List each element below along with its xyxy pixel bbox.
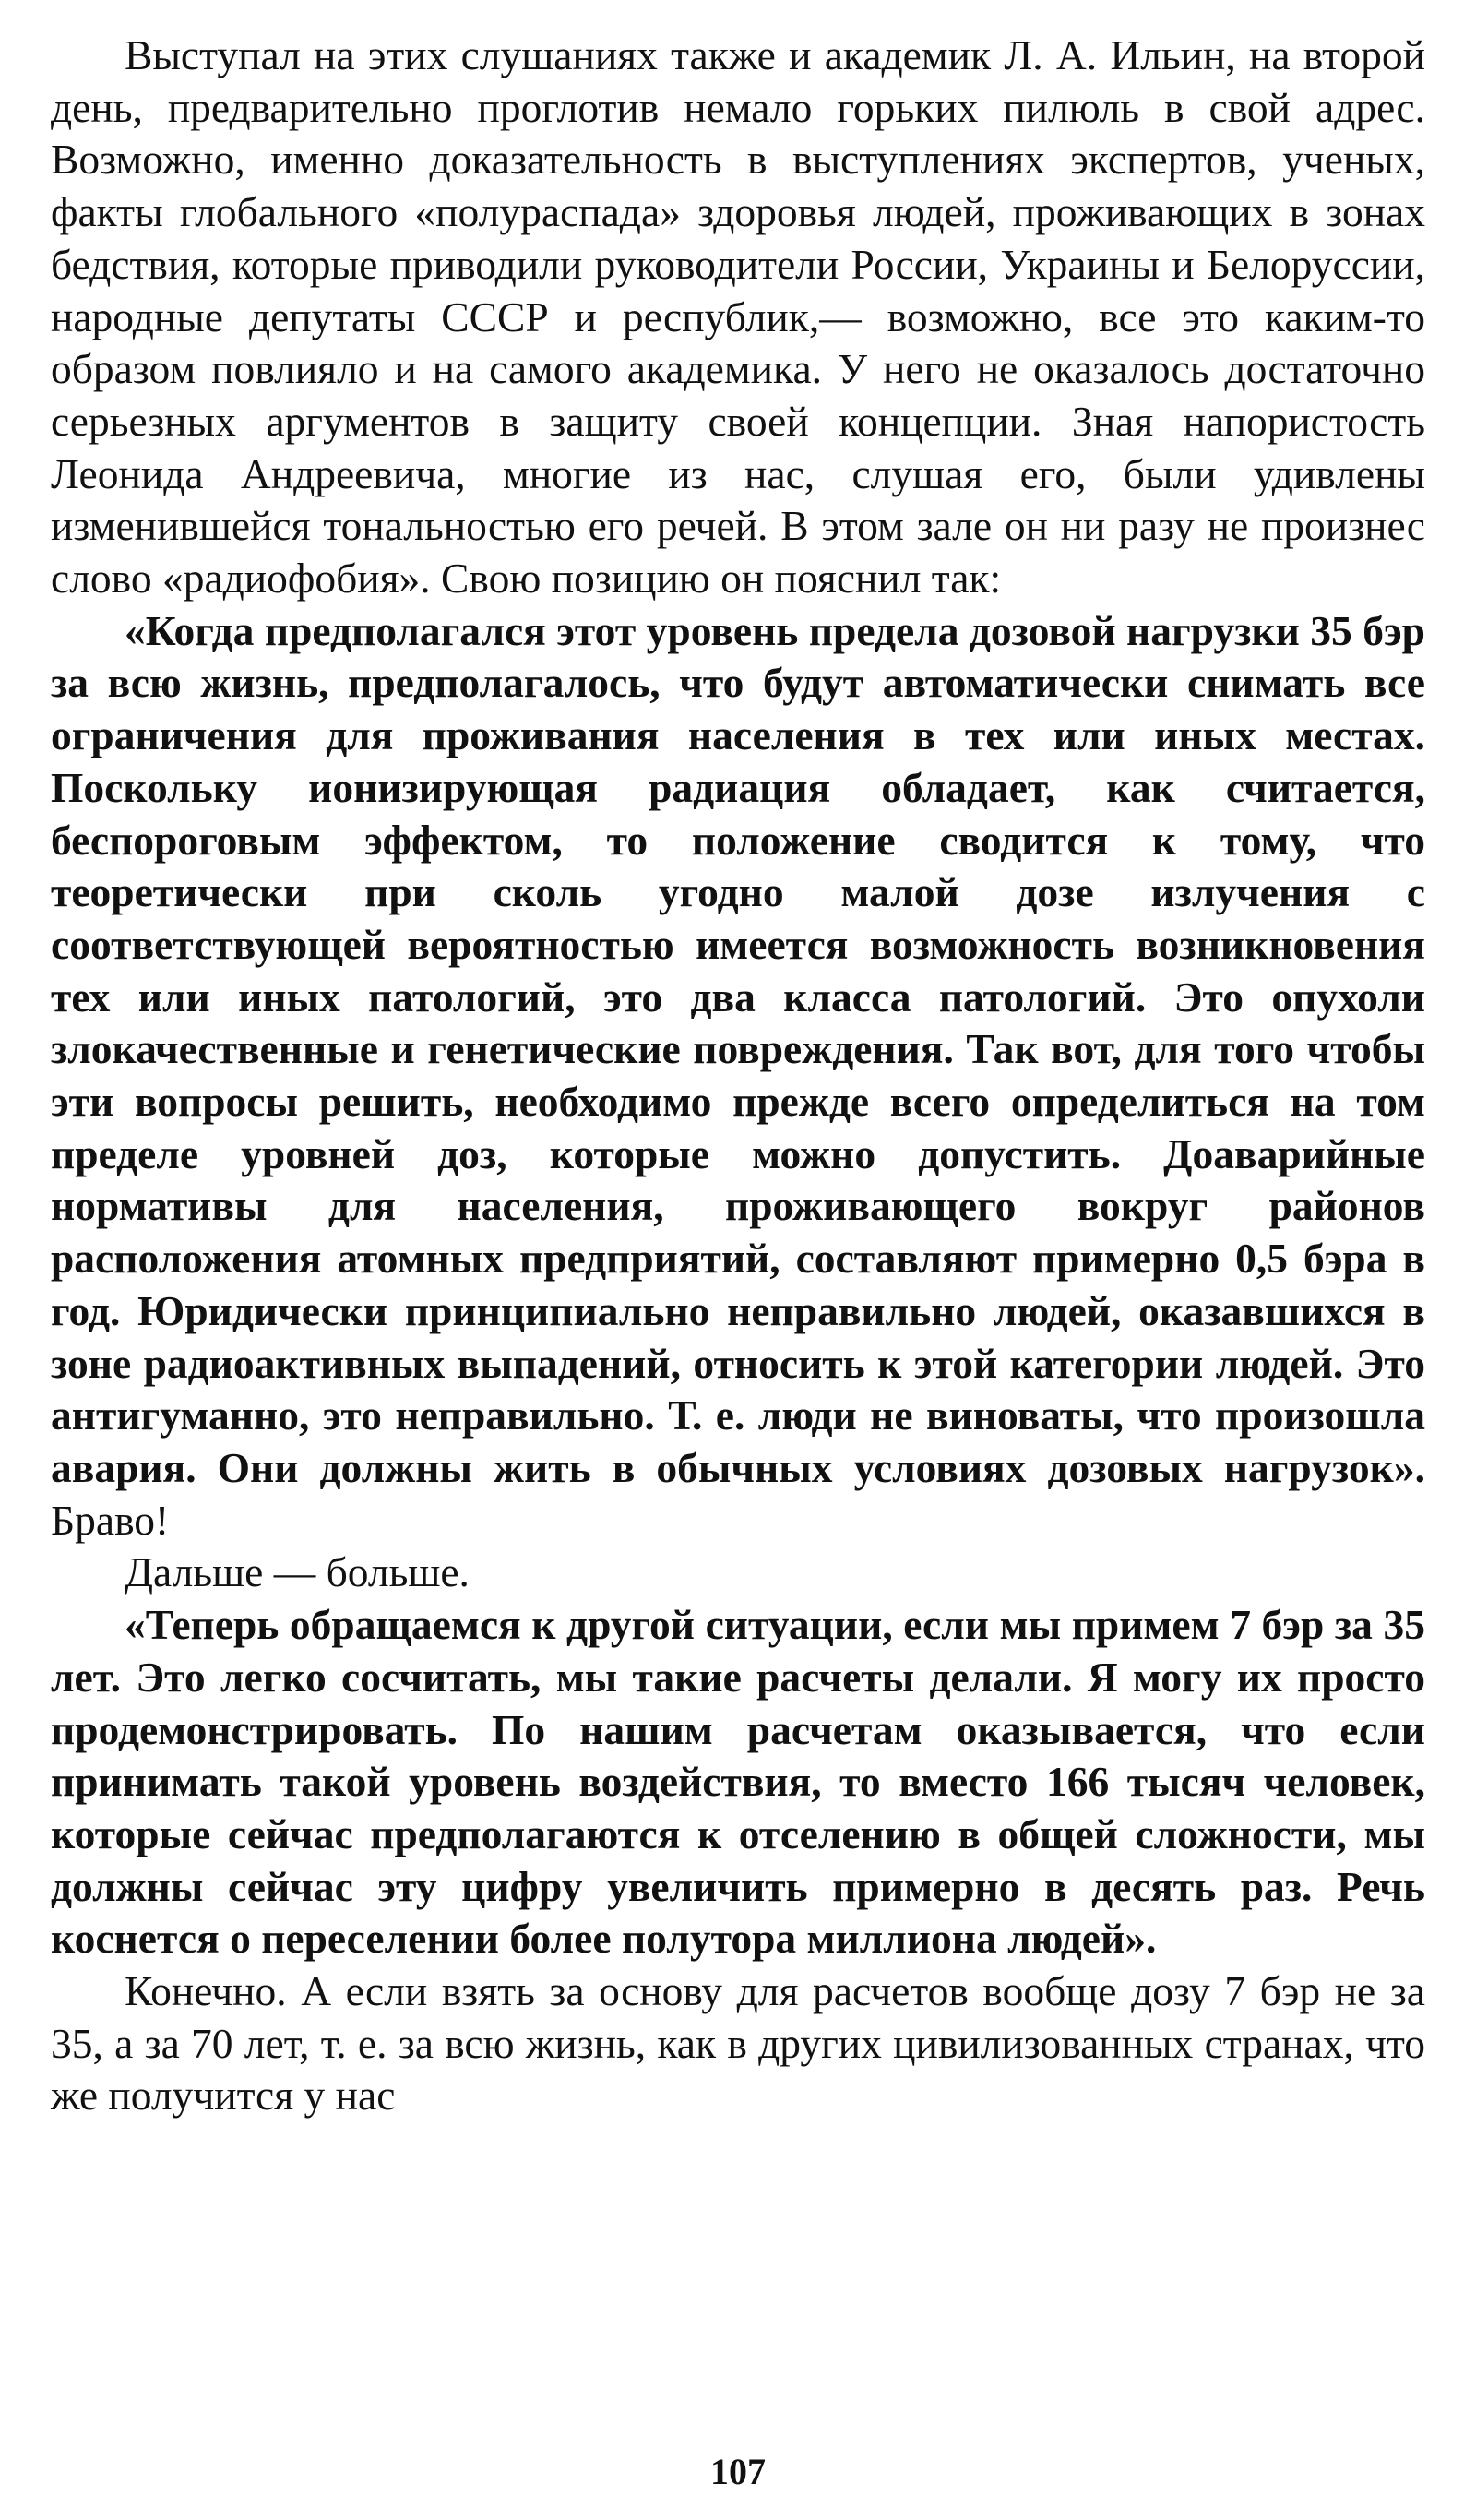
- paragraph-2-tail: Браво!: [51, 1496, 170, 1544]
- paragraph-5: [51, 1965, 1425, 2122]
- paragraph-5-text: Конечно. А если взять за основу для расчетов вообще дозу 7 бэр не за 35, а за 70 лет, т. е. за всю жизнь, как в других цивилизованных странах, что же получится у нас: [51, 1967, 1425, 2120]
- paragraph-3-text: Дальше — больше.: [125, 1548, 470, 1596]
- paragraph-4-quote: [51, 1599, 1425, 1965]
- paragraph-4-quote-text: «Теперь обращаемся к другой ситуации, если мы примем 7 бэр за 35 лет. Это легко сосчитать, мы такие расчеты делали. Я могу их просто продемонстрировать. По нашим расчетам оказывается, что если принимать такой уровень воздействия, то вместо 166 тысяч человек, которые сейчас предполагаются к отселению в общей сложности, мы должны сейчас эту цифру увеличить примерно в десять раз. Речь коснется о переселении более полутора миллиона людей».: [51, 1601, 1425, 1963]
- paragraph-2-quote-text: «Когда предполагался этот уровень предела дозовой нагрузки 35 бэр за всю жизнь, предполагалось, что будут автоматически снимать все ограничения для проживания населения в тех или иных местах. Поскольку ионизирующая радиация обладает, как считается, беспороговым эффектом, то положение сводится к тому, что теоретически при сколь угодно малой дозе излучения с соответствующей вероятностью имеется возможность возникновения тех или иных патологий, это два класса патологий. Это опухоли злокачественные и генетические повреждения. Так вот, для того чтобы эти вопросы решить, необходимо прежде всего определиться на том пределе уровней доз, которые можно допустить. Доаварийные нормативы для населения, проживающего вокруг районов расположения атомных предприятий, составляют примерно 0,5 бэра в год. Юридически принципиально неправильно людей, оказавшихся в зоне радиоактивных выпадений, относить к этой категории людей. Это антигуманно, это неправильно. Т. е. люди не виноваты, что произошла авария. Они должны жить в обычных условиях дозовых нагрузок».: [51, 606, 1425, 1491]
- paragraph-1: [51, 30, 1425, 605]
- paragraph-3: [51, 1547, 1425, 1599]
- page-number: 107: [710, 2451, 766, 2492]
- paragraph-2-quote: [51, 605, 1425, 1547]
- page-body: [51, 30, 1425, 2122]
- paragraph-1-text: Выступал на этих слушаниях также и академик Л. А. Ильин, на второй день, предварительно проглотив немало горьких пилюль в свой адрес. Возможно, именно доказательность в выступлениях экспертов, ученых, факты глобального «полураспада» здоровья людей, проживающих в зонах бедствия, которые приводили руководители России, Украины и Белоруссии, народные депутаты СССР и республик,— возможно, все это каким-то образом повлияло и на самого академика. У него не оказалось достаточно серьезных аргументов в защиту своей концепции. Зная напористость Леонида Андреевича, многие из нас, слушая его, были удивлены изменившейся тональностью его речей. В этом зале он ни разу не произнес слово «радиофобия». Свою позицию он пояснил так:: [51, 31, 1425, 603]
